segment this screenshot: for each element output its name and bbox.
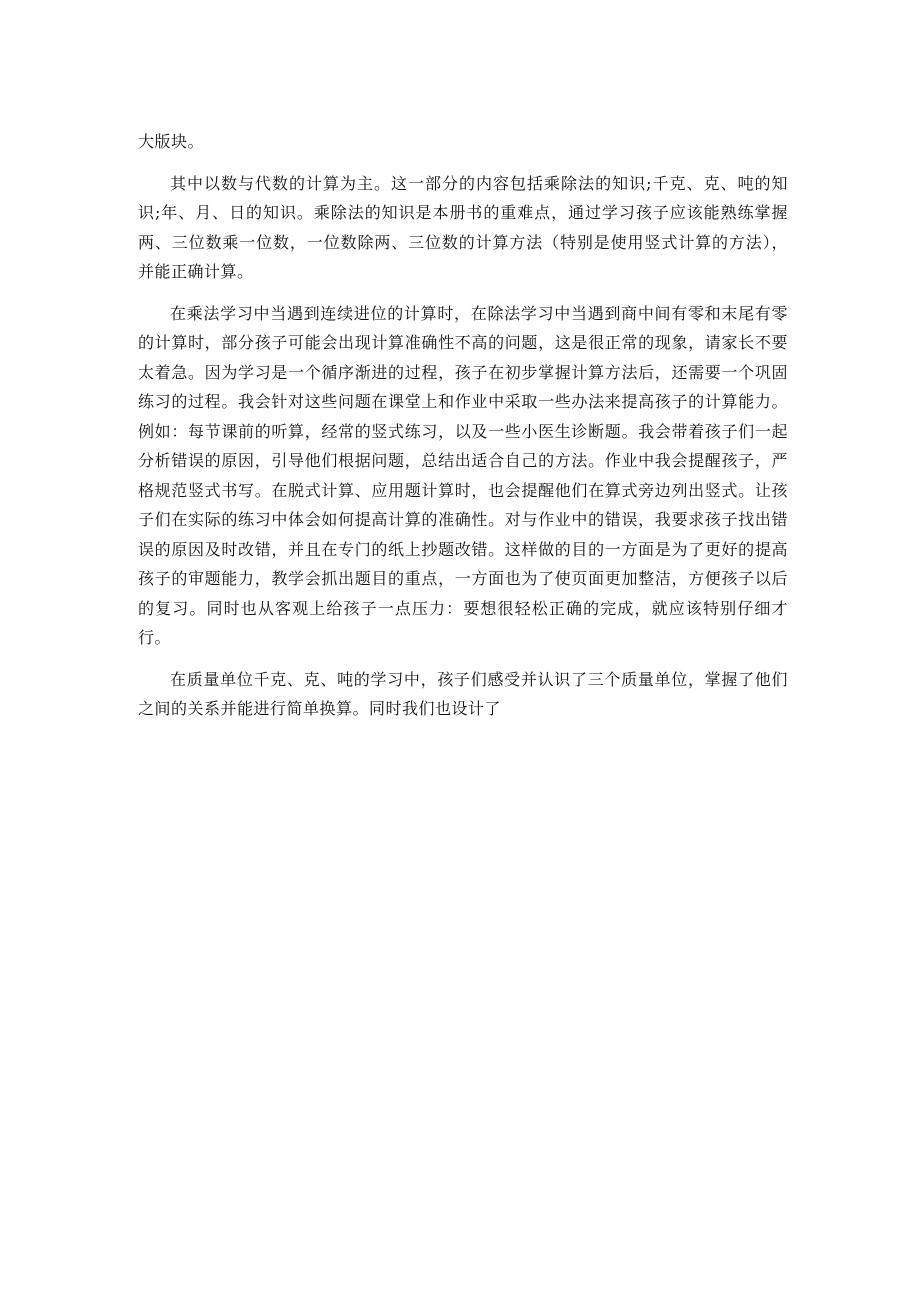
paragraph-1: 大版块。 bbox=[138, 132, 205, 151]
document-body bbox=[138, 127, 788, 736]
paragraph-3: 在乘法学习中当遇到连续进位的计算时，在除法学习中当遇到商中间有零和末尾有零的计算时，部分孩子可能会出现计算准确性不高的问题，这是很正常的现象，请家长不要太着急。因为学习是一个循序渐进的过程，孩子在初步掌握计算方法后，还需要一个巩固练习的过程。我会针对这些问题在课堂上和作业中采取一些办法来提高孩子的计算能力。例如：每节课前的听算，经常的竖式练习，以及一些小医生诊断题。我会带着孩子们一起分析错误的原因，引导他们根据问题，总结出适合自己的方法。作业中我会提醒孩子，严格规范竖式书写。在脱式计算、应用题计算时，也会提醒他们在算式旁边列出竖式。让孩子们在实际的练习中体会如何提高计算的准确性。对与作业中的错误，我要求孩子找出错误的原因及时改错，并且在专门的纸上抄题改错。这样做的目的一方面是为了更好的提高孩子的审题能力，教学会抓出题目的重点，一方面也为了使页面更加整洁，方便孩子以后的复习。同时也从客观上给孩子一点压力：要想很轻松正确的完成，就应该特别仔细才行。 bbox=[138, 303, 788, 647]
paragraph-4: 在质量单位千克、克、吨的学习中，孩子们感受并认识了三个质量单位，掌握了他们之间的关系并能进行简单换算。同时我们也设计了 bbox=[138, 669, 788, 718]
paragraph-2: 其中以数与代数的计算为主。这一部分的内容包括乘除法的知识;千克、克、吨的知识;年、月、日的知识。乘除法的知识是本册书的重难点，通过学习孩子应该能熟练掌握两、三位数乘一位数，一位数除两、三位数的计算方法（特别是使用竖式计算的方法），并能正确计算。 bbox=[138, 173, 788, 281]
